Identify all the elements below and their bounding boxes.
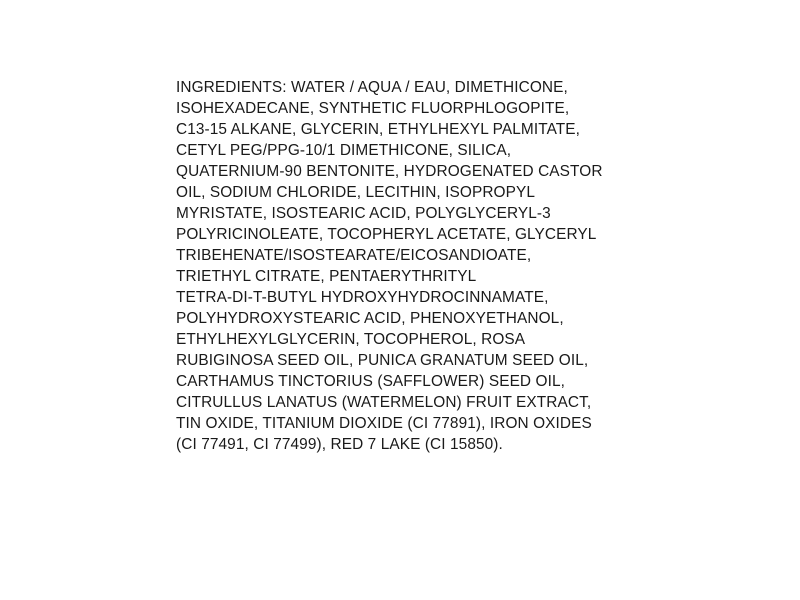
ingredients-line: CETYL PEG/PPG-10/1 DIMETHICONE, SILICA, <box>176 142 512 159</box>
ingredients-line: INGREDIENTS: WATER / AQUA / EAU, DIMETHICONE, <box>176 79 568 96</box>
ingredients-line: POLYHYDROXYSTEARIC ACID, PHENOXYETHANOL, <box>176 310 564 327</box>
ingredients-line: CARTHAMUS TINCTORIUS (SAFFLOWER) SEED OIL, <box>176 373 566 390</box>
ingredients-line: TRIETHYL CITRATE, PENTAERYTHRITYL <box>176 268 477 285</box>
ingredients-line: TRIBEHENATE/ISOSTEARATE/EICOSANDIOATE, <box>176 247 532 264</box>
ingredients-line: (CI 77491, CI 77499), RED 7 LAKE (CI 15850). <box>176 436 503 453</box>
ingredients-line: CITRULLUS LANATUS (WATERMELON) FRUIT EXTRACT, <box>176 394 592 411</box>
ingredients-line: ISOHEXADECANE, SYNTHETIC FLUORPHLOGOPITE, <box>176 100 570 117</box>
ingredients-line: MYRISTATE, ISOSTEARIC ACID, POLYGLYCERYL-3 <box>176 205 551 222</box>
ingredients-line: ETHYLHEXYLGLYCERIN, TOCOPHEROL, ROSA <box>176 331 526 348</box>
ingredients-list <box>176 77 636 455</box>
ingredients-line: POLYRICINOLEATE, TOCOPHERYL ACETATE, GLYCERYL <box>176 226 597 243</box>
ingredients-line: C13-15 ALKANE, GLYCERIN, ETHYLHEXYL PALMITATE, <box>176 121 581 138</box>
ingredients-line: TIN OXIDE, TITANIUM DIOXIDE (CI 77891), IRON OXIDES <box>176 415 592 432</box>
ingredients-line: QUATERNIUM-90 BENTONITE, HYDROGENATED CASTOR <box>176 163 603 180</box>
ingredients-line: OIL, SODIUM CHLORIDE, LECITHIN, ISOPROPYL <box>176 184 536 201</box>
ingredients-line: RUBIGINOSA SEED OIL, PUNICA GRANATUM SEED OIL, <box>176 352 589 369</box>
ingredients-line: TETRA-DI-T-BUTYL HYDROXYHYDROCINNAMATE, <box>176 289 549 306</box>
